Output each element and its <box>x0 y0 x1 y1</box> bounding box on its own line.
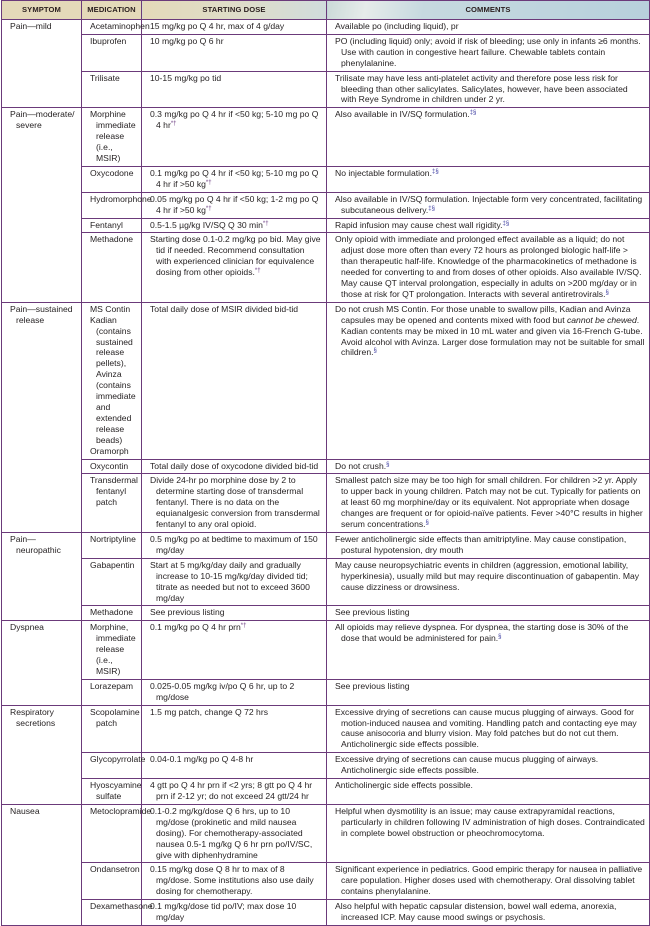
comment-text: Significant experience in pediatrics. Good empiric therapy for nausea in palliative care population. Higher doses used with chemotherapy. Oral dissolving tablet contains phenylalanine. <box>335 864 643 897</box>
comments-cell <box>327 679 650 705</box>
table-row <box>2 558 650 606</box>
header-symptom: SYMPTOM <box>2 1 82 20</box>
table-row <box>2 900 650 926</box>
dose-text: 0.1-0.2 mg/kg/dose Q 6 hrs, up to 10 mg/dose (prokinetic and mild nausea dosing). For chemotherapy-associated nausea 0.5-1 mg/kg Q 6 hr prn po/IV/SC, give with diphenhydramine <box>150 805 313 860</box>
comment-text: Only opioid with immediate and prolonged effect available as a liquid; do not adjust dose more often than every 72 hours as prolonged biologic half-life > than therapeutic half-life. Knowledge of the pharmacokinetics of methadone is needed for converting to and from doses of other opioids. Also available IV/SQ. May cause QT interval prolongation, especially in adults on >200 mg/day or in those at risk for QT prolongation. Interacts with several antiretrovirals. <box>335 234 642 299</box>
footnote-marker: ‡§ <box>431 168 439 175</box>
dose-text: See previous listing <box>150 607 225 618</box>
comments-cell <box>327 233 650 302</box>
comments-cell <box>327 302 650 459</box>
table-row <box>2 233 650 302</box>
starting-dose-cell <box>142 34 327 71</box>
dose-text: 1.5 mg patch, change Q 72 hrs <box>150 706 268 717</box>
medication-name: Metoclopramide <box>90 805 152 816</box>
medication-cell <box>82 705 142 753</box>
medication-cell <box>82 779 142 805</box>
medication-name: Oxycodone <box>90 167 134 178</box>
comment-text: Anticholinergic side effects possible. <box>335 780 473 791</box>
table-row <box>2 779 650 805</box>
medication-name: Trilisate <box>90 72 120 83</box>
comment-text: PO (including liquid) only; avoid if risk of bleeding; use only in infants ≥6 months. Use with caution in congestive heart failure. Chewable tablets contain phenylalanine. <box>335 35 641 68</box>
symptom-cell: Dyspnea <box>10 622 44 633</box>
starting-dose-cell <box>142 474 327 533</box>
medication-name: Methadone <box>90 234 134 245</box>
table-row <box>2 166 650 192</box>
medication-name: Hyoscyamine sulfate <box>90 780 142 801</box>
footnote-marker: *† <box>205 179 212 186</box>
symptom-column-cell <box>2 20 82 108</box>
medication-name: Fentanyl <box>90 219 123 230</box>
footnote-marker: *† <box>262 220 269 227</box>
dose-text: Total daily dose of MSIR divided bid-tid <box>150 303 299 314</box>
medication-cell <box>82 679 142 705</box>
medication-name: Nortriptyline <box>90 533 136 544</box>
table-body <box>2 20 650 926</box>
table-row <box>2 218 650 233</box>
symptom-cell: Pain—moderate/ severe <box>10 109 75 131</box>
starting-dose-cell <box>142 218 327 233</box>
medication-name: Dexamethasone <box>90 901 153 912</box>
medication-name: Hydromorphone <box>90 193 152 204</box>
symptom-column-cell <box>2 705 82 804</box>
comment-text: Do not crush. <box>335 460 387 471</box>
symptom-cell: Nausea <box>10 805 40 816</box>
table-row <box>2 459 650 474</box>
footnote-marker: *† <box>254 268 261 275</box>
footnote-marker: § <box>373 348 377 355</box>
comment-text: Rapid infusion may cause chest wall rigidity. <box>335 219 503 230</box>
medication-name: Lorazepam <box>90 680 133 691</box>
medication-name: Acetaminophen <box>90 21 150 31</box>
footnote-marker: § <box>605 289 609 296</box>
dose-text: 0.5-1.5 µg/kg IV/SQ Q 30 min <box>150 219 263 230</box>
dose-text: Total daily dose of oxycodone divided bid-tid <box>150 460 319 471</box>
medication-cell <box>82 900 153 926</box>
dose-text: Divide 24-hr po morphine dose by 2 to determine starting dose of transdermal fentanyl. There is no data on the equianalgesic conversion from transdermal fentanyl to any oral opioid. <box>150 475 320 530</box>
dose-text: 0.3 mg/kg po Q 4 hr if <50 kg; 5-10 mg po Q 4 hr <box>150 109 319 131</box>
medication-cell <box>82 34 142 71</box>
starting-dose-cell <box>142 71 327 108</box>
comment-text: May cause neuropsychiatric events in children (aggression, emotional lability, hyperkinesia), usually mild but may require discontinuation of gabapentin. May cause dizziness or drowsiness. <box>335 559 640 592</box>
table-row <box>2 71 650 108</box>
header-starting-dose: STARTING DOSE <box>142 1 327 20</box>
medication-name: Ondansetron <box>90 864 140 875</box>
symptom-column-cell <box>2 302 82 532</box>
table-row <box>2 753 650 779</box>
starting-dose-cell <box>142 233 327 302</box>
table-row <box>2 804 650 863</box>
dose-text: 0.15 mg/kg dose Q 8 hr to max of 8 mg/dose. Some institutions also use daily dosing for chemotherapy. <box>150 864 314 897</box>
symptom-column-cell <box>2 532 82 620</box>
medication-cell <box>82 753 146 779</box>
dose-text: 4 gtt po Q 4 hr prn if <2 yrs; 8 gtt po Q 4 hr prn if 2-12 yr; do not exceed 24 gtt/24 hr <box>150 780 313 801</box>
medication-name: Ibuprofen <box>90 35 127 46</box>
comment-text: Excessive drying of secretions can cause mucus plugging of airways. Good for motion-induced nausea and vomiting. Handling patch and contacting eye may cause anisocoria and blurry vision. May fold patches but do not cut them. Anticholinergic side effects possible. <box>335 706 637 750</box>
comments-cell <box>327 779 650 805</box>
comment-text: All opioids may relieve dyspnea. For dyspnea, the starting dose is 30% of the dose that would be administered for pain. <box>335 622 629 644</box>
comment-text: . Kadian contents may be mixed in 10 mL water and given via 16-French G-tube. Avoid alcohol with Avinza. Larger dose formulation may not be suitable for small children. <box>341 314 645 358</box>
medication-table <box>1 0 650 926</box>
starting-dose-cell <box>142 705 327 753</box>
starting-dose-cell <box>142 192 327 218</box>
symptom-column-cell <box>2 108 82 303</box>
starting-dose-cell <box>142 753 327 779</box>
symptom-cell: Pain—sustained release <box>10 303 73 325</box>
comments-cell <box>327 606 650 621</box>
starting-dose-cell <box>142 779 327 805</box>
comment-text: Fewer anticholinergic side effects than amitriptyline. May cause constipation, postural hypotension, dry mouth <box>335 533 627 555</box>
header-comments: COMMENTS <box>327 1 650 20</box>
medication-name: Oramorph <box>90 445 129 456</box>
dose-text: 0.025-0.05 mg/kg iv/po Q 6 hr, up to 2 mg/dose <box>150 680 295 702</box>
footnote-marker: ‡§ <box>428 205 435 212</box>
medication-name: Morphine immediate release (i.e., MSIR) <box>90 109 136 163</box>
comment-text: Trilisate may have less anti-platelet activity and therefore pose less risk for bleeding than other salicylates. Salicylates, however, have been associated with Reye Syndrome in children under 2 yr. <box>335 72 628 105</box>
dose-text: Start at 5 mg/kg/day daily and gradually increase to 10-15 mg/kg/day divided tid; titrate as needed but not to exceed 3600 mg/day <box>150 559 310 603</box>
starting-dose-cell <box>142 166 327 192</box>
table-row <box>2 192 650 218</box>
comments-cell <box>327 900 650 926</box>
table-row <box>2 532 650 558</box>
comments-cell <box>327 804 650 863</box>
comments-cell <box>327 192 650 218</box>
header-medication: MEDICATION <box>82 1 142 20</box>
comment-text: Available po (including liquid), pr <box>335 21 459 31</box>
dose-text: 10-15 mg/kg po tid <box>150 72 222 83</box>
footnote-marker: § <box>498 634 502 641</box>
starting-dose-cell <box>142 532 327 558</box>
medication-cell <box>82 606 142 621</box>
medication-cell <box>82 218 142 233</box>
starting-dose-cell <box>142 804 327 863</box>
medication-name: MS Contin <box>90 303 131 314</box>
medication-name: Methadone <box>90 607 134 618</box>
starting-dose-cell <box>142 621 327 680</box>
medication-cell <box>82 459 142 474</box>
comment-text: Helpful when dysmotility is an issue; may cause extrapyramidal reactions, particularly in children following IV administration of high doses. Contraindicated in complete bowel obstruction or pheochromocytoma. <box>335 805 645 838</box>
medication-cell <box>82 192 152 218</box>
comment-text: Excessive drying of secretions can cause mucus plugging of airways. Anticholinergic side effects possible. <box>335 754 599 776</box>
comments-cell <box>327 459 650 474</box>
comment-text: Smallest patch size may be too high for small children. For children >2 yr. Apply to upper back in young children. Patch may not be cut. Typically for patients on at least 60 mg morphine/day or its equivalent. Not appropriate when dosage changes are frequent or for opioid-naïve patients. Fever >40°C results in higher serum concentrations. <box>335 475 643 530</box>
dose-text: Starting dose 0.1-0.2 mg/kg po bid. May give tid if needed. Recommend consultation with experienced clinician for equivalence dosing from other opioids. <box>150 234 321 278</box>
table-header-row <box>2 1 650 20</box>
symptom-column-cell <box>2 804 82 925</box>
table-row <box>2 705 650 753</box>
starting-dose-cell <box>142 558 327 606</box>
starting-dose-cell <box>142 459 327 474</box>
starting-dose-cell <box>142 863 327 900</box>
comments-cell <box>327 108 650 167</box>
table-row <box>2 302 650 459</box>
medication-name: Glycopyrrolate <box>90 754 146 765</box>
dose-text: 0.04-0.1 mg/kg po Q 4-8 hr <box>150 754 254 765</box>
medication-cell <box>82 621 142 680</box>
symptom-cell: Respiratory secretions <box>10 706 56 728</box>
footnote-marker: *† <box>240 623 247 630</box>
comments-cell <box>327 621 650 680</box>
starting-dose-cell <box>142 302 327 459</box>
dose-text: 15 mg/kg po Q 4 hr, max of 4 g/day <box>150 21 285 31</box>
table-row <box>2 621 650 680</box>
comments-cell <box>327 474 650 533</box>
symptom-cell: Pain—neuropathic <box>10 533 61 555</box>
medication-name: Oxycontin <box>90 460 129 471</box>
comments-cell <box>327 863 650 900</box>
comment-emphasis: cannot be chewed <box>566 314 637 325</box>
footnote-marker: § <box>425 520 429 527</box>
comment-text: Also helpful with hepatic capsular distension, bowel wall edema, anorexia, increased ICP. May cause mood swings or psychosis. <box>335 901 617 923</box>
medication-name: Gabapentin <box>90 559 135 570</box>
table-row <box>2 34 650 71</box>
footnote-marker: ‡§ <box>469 110 477 117</box>
medication-cell <box>82 532 142 558</box>
medication-cell <box>82 804 152 863</box>
starting-dose-cell <box>142 20 327 35</box>
footnote-marker: ‡§ <box>502 220 510 227</box>
comments-cell <box>327 34 650 71</box>
dose-text: 0.05 mg/kg po Q 4 hr if <50 kg; 1-2 mg po Q 4 hr if >50 kg <box>150 193 319 215</box>
starting-dose-cell <box>142 679 327 705</box>
comments-cell <box>327 166 650 192</box>
footnote-marker: *† <box>205 205 212 212</box>
dose-text: 10 mg/kg po Q 6 hr <box>150 35 224 46</box>
comments-cell <box>327 71 650 108</box>
medication-cell <box>82 233 142 302</box>
medication-name: Scopolamine patch <box>90 706 140 728</box>
comment-text: Also available in IV/SQ formulation. Injectable form very concentrated, facilitating subcutaneous delivery. <box>335 193 643 215</box>
symptom-cell: Pain—mild <box>10 21 52 31</box>
dose-text: 0.1 mg/kg po Q 4 hr prn <box>150 622 241 633</box>
footnote-marker: § <box>386 461 390 468</box>
medication-cell <box>82 302 142 459</box>
starting-dose-cell <box>142 606 327 621</box>
medication-cell <box>82 20 150 35</box>
table-row <box>2 20 650 35</box>
medication-cell <box>82 863 142 900</box>
comment-text: See previous listing <box>335 680 410 691</box>
footnote-marker: *† <box>170 121 177 128</box>
medication-name: Kadian (contains sustained release pellets), Avinza (contains immediate and extended release beads) <box>90 314 136 445</box>
comments-cell <box>327 532 650 558</box>
comments-cell <box>327 753 650 779</box>
medication-cell <box>82 474 142 533</box>
medication-cell <box>82 108 142 167</box>
starting-dose-cell <box>142 900 327 926</box>
comments-cell <box>327 705 650 753</box>
medication-name: Transdermal fentanyl patch <box>90 475 138 508</box>
medication-name: Morphine, immediate release (i.e., MSIR) <box>90 622 136 676</box>
dose-text: 0.5 mg/kg po at bedtime to maximum of 150 mg/day <box>150 533 318 555</box>
dose-text: 0.1 mg/kg/dose tid po/IV; max dose 10 mg/day <box>150 901 297 923</box>
comment-text: See previous listing <box>335 607 410 618</box>
table-row <box>2 863 650 900</box>
table-row <box>2 108 650 167</box>
medication-cell <box>82 558 142 606</box>
dose-text: 0.1 mg/kg po Q 4 hr if <50 kg; 5-10 mg po Q 4 hr if >50 kg <box>150 167 319 189</box>
comment-text: Do not crush MS Contin. For those unable to swallow pills, Kadian and Avinza capsules may be opened and contents mixed with food but <box>335 303 631 325</box>
comments-cell <box>327 558 650 606</box>
comment-text: Also available in IV/SQ formulation. <box>335 109 470 120</box>
symptom-column-cell <box>2 621 82 705</box>
comments-cell <box>327 20 650 35</box>
table-row <box>2 474 650 533</box>
comment-text: No injectable formulation. <box>335 167 432 178</box>
starting-dose-cell <box>142 108 327 167</box>
medication-cell <box>82 166 142 192</box>
medication-cell <box>82 71 142 108</box>
table-row <box>2 679 650 705</box>
comments-cell <box>327 218 650 233</box>
table-row <box>2 606 650 621</box>
